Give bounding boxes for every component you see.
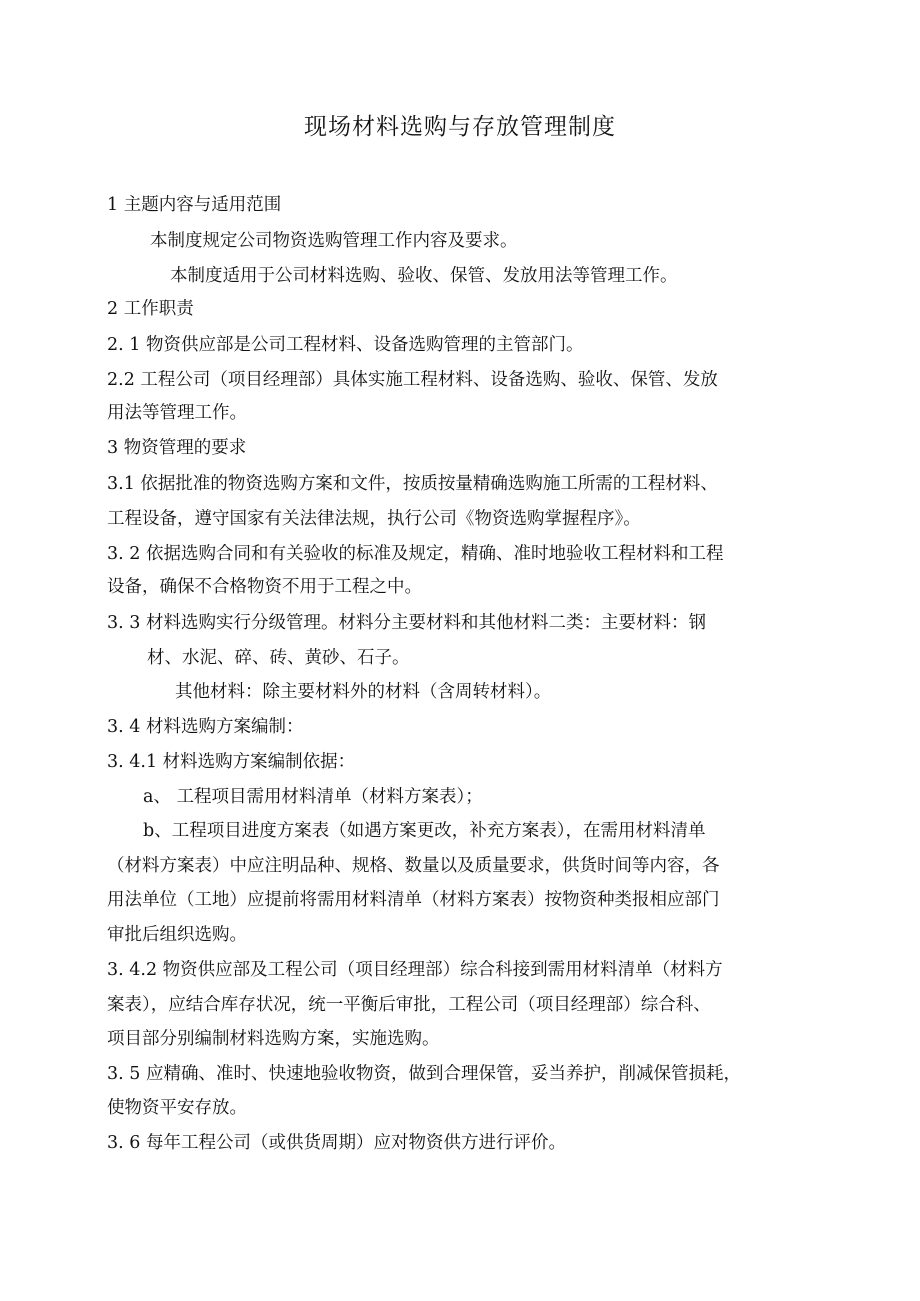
paragraph-line: 本制度规定公司物资选购管理工作内容及要求。 xyxy=(150,231,518,251)
paragraph-line: 3.1 依据批准的物资选购方案和文件，按质按量精确选购施工所需的工程材料、 xyxy=(107,474,718,494)
paragraph-line: 本制度适用于公司材料选购、验收、保管、发放用法等管理工作。 xyxy=(170,266,678,286)
heading-2: 2 工作职责 xyxy=(107,299,194,319)
heading-1: 1 主题内容与适用范围 xyxy=(107,195,282,215)
paragraph-line: 其他材料：除主要材料外的材料（含周转材料）。 xyxy=(175,682,552,702)
paragraph-line: 3. 4.1 材料选购方案编制依据： xyxy=(107,752,356,772)
paragraph-line: 审批后组织选购。 xyxy=(107,925,247,945)
paragraph-line: a、 工程项目需用材料清单（材料方案表）； xyxy=(143,787,483,807)
paragraph-line: 设备，确保不合格物资不用于工程之中。 xyxy=(107,577,422,597)
paragraph-line: 用法单位（工地）应提前将需用材料清单（材料方案表）按物资种类报相应部门 xyxy=(107,890,720,910)
document-title: 现场材料选购与存放管理制度 xyxy=(304,114,616,140)
paragraph-line: b、工程项目进度方案表（如遇方案更改，补充方案表），在需用材料清单 xyxy=(143,821,706,841)
paragraph-line: 3. 4 材料选购方案编制： xyxy=(107,717,304,737)
paragraph-line: 3. 6 每年工程公司（或供货周期）应对物资供方进行评价。 xyxy=(107,1133,566,1153)
paragraph-line: 3. 4.2 物资供应部及工程公司（项目经理部）综合科接到需用材料清单（材料方 xyxy=(107,960,723,980)
paragraph-line: 2.2 工程公司（项目经理部）具体实施工程材料、设备选购、验收、保管、发放 xyxy=(107,370,718,390)
paragraph-line: 材、水泥、碎、砖、黄砂、石子。 xyxy=(147,648,410,668)
paragraph-line: 3. 3 材料选购实行分级管理。材料分主要材料和其他材料二类：主要材料：钢 xyxy=(107,613,706,633)
paragraph-line: 3. 2 依据选购合同和有关验收的标准及规定，精确、准时地验收工程材料和工程 xyxy=(107,544,724,564)
paragraph-line: 工程设备，遵守国家有关法律法规，执行公司《物资选购掌握程序》。 xyxy=(107,509,641,529)
paragraph-line: （材料方案表）中应注明品种、规格、数量以及质量要求，供货时间等内容，各 xyxy=(107,856,720,876)
paragraph-line: 用法等管理工作。 xyxy=(107,403,247,423)
heading-3: 3 物资管理的要求 xyxy=(107,438,247,458)
paragraph-line: 2. 1 物资供应部是公司工程材料、设备选购管理的主管部门。 xyxy=(107,335,584,355)
paragraph-line: 使物资平安存放。 xyxy=(107,1098,247,1118)
paragraph-line: 3. 5 应精确、准时、快速地验收物资，做到合理保管，妥当养护，削减保管损耗， xyxy=(107,1064,741,1084)
paragraph-line: 项目部分别编制材料选购方案，实施选购。 xyxy=(107,1029,440,1049)
paragraph-line: 案表），应结合库存状况，统一平衡后审批，工程公司（项目经理部）综合科、 xyxy=(107,995,711,1015)
